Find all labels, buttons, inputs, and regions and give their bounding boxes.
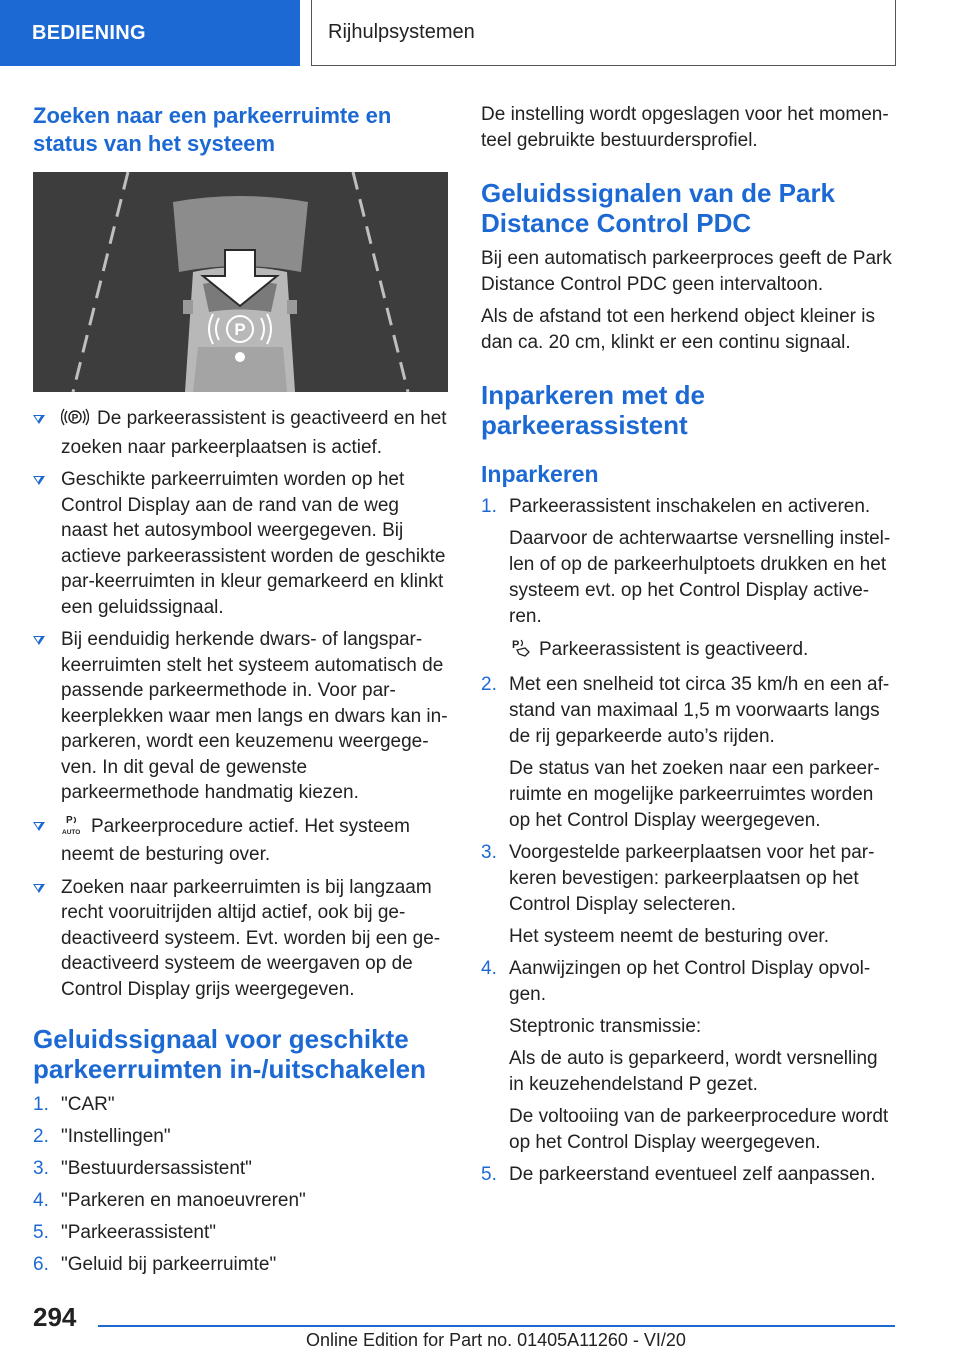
list-item: 3. "Bestuurdersassistent" [33,1158,252,1179]
triangle-bullet-icon [33,884,45,893]
step-detail: De voltooiing van de parkeerprocedure wordt op het Control Display weergegeven. [509,1106,889,1153]
step-detail: Daarvoor de achterwaartse versnelling instel-len of op de parkeerhulptoets drukken en het systeem evt. op het Control Display active-ren. [509,528,891,627]
svg-text:P: P [66,814,73,826]
section-heading-sound: Geluidssignaal voor geschikte parkeerruimten in-/uitschakelen [33,1024,427,1084]
section-heading: Zoeken naar een parkeerruimte en status van het systeem [33,103,392,156]
settings-steps [33,1092,448,1278]
list-item: P De parkeerassistent is geactiveerd en het zoeken naar parkeerplaatsen is actief. [33,406,448,460]
triangle-bullet-icon [33,415,45,424]
paragraph: Als de afstand tot een herkend object kleiner is dan ca. 20 cm, klinkt er een continu signaal. [481,306,875,353]
triangle-bullet-icon [33,822,45,831]
list-item: 4. Aanwijzingen op het Control Display opvol-gen. [481,958,871,1005]
page-number: 294 [33,1302,77,1332]
step-detail: De status van het zoeken naar een parkeer-ruimte en mogelijke parkeerruimtes worden op het Control Display weergegeven. [509,758,880,831]
list-item: 5. "Parkeerassistent" [33,1222,216,1243]
section-heading-pdc: Geluidssignalen van de Park Distance Control PDC [481,178,836,238]
parking-steps [481,494,896,1188]
list-item: P AUTO Parkeerprocedure actief. Het systeem neemt de besturing over. [33,813,448,868]
parking-illustration [33,172,448,392]
parking-scene-image [33,172,448,392]
parking-auto-icon [61,813,83,843]
step-detail: Steptronic transmissie: [509,1016,702,1037]
triangle-bullet-icon [33,476,45,485]
svg-text:P: P [512,639,520,651]
right-column [481,102,896,1188]
step-detail: Het systeem neemt de besturing over. [509,926,829,947]
list-item: 6. "Geluid bij parkeerruimte" [33,1254,277,1275]
list-item: 2. Met een snelheid tot circa 35 km/h en een af-stand van maximaal 1,5 m voorwaarts langs de rij geparkeerde auto’s rijden. [481,674,890,747]
list-item: 2. "Instellingen" [33,1126,171,1147]
list-item: 1. "CAR" [33,1094,115,1115]
list-item: Bij eenduidig herkende dwars- of langspar-keerruimten stelt het systeem automatisch de passende parkeermethode in. Voor par-keerplekken waar men langs en dwars kan in-parkeren, wordt een keuzemenu weergege-ven. In dit geval de gewenste parkeermethode handmatig kiezen. [33,627,448,806]
footer-edition: Online Edition for Part no. 01405A11260 - VI/20 [306,1330,686,1350]
left-column [33,102,448,1278]
list-item: Zoeken naar parkeerruimten is bij langzaam recht vooruitrijden altijd actief, ook bij ge-deactiveerd systeem. Evt. worden bij een ge-deactiveerd systeem de weergaven op de Control Display grijs weergegeven. [33,875,448,1003]
list-item: 4. "Parkeren en manoeuvreren" [33,1190,306,1211]
intro-text: De instelling wordt opgeslagen voor het momen-teel gebruikte bestuurdersprofiel. [481,104,889,151]
list-item: 3. Voorgestelde parkeerplaatsen voor het par-keren bevestigen: parkeerplaatsen op het Control Display selecteren. [481,842,875,915]
page-header [0,0,960,66]
step-detail: Als de auto is geparkeerd, wordt versnelling in keuzehendelstand P gezet. [509,1048,878,1095]
parking-assistant-icon [509,636,531,666]
status-bullet-list [33,406,448,1002]
list-item: 5. De parkeerstand eventueel zelf aanpassen. [481,1164,876,1185]
svg-text:AUTO: AUTO [62,828,81,835]
paragraph: Bij een automatisch parkeerproces geeft de Park Distance Control PDC geen intervaltoon. [481,248,892,295]
svg-text:P: P [71,413,79,424]
triangle-bullet-icon [33,636,45,645]
chapter-title: Rijhulpsystemen [311,0,896,66]
svg-text:P: P [234,320,246,339]
section-heading-park: Inparkeren met de parkeerassistent [481,380,705,440]
subheading: Inparkeren [481,461,599,487]
list-item: Geschikte parkeerruimten worden op het Control Display aan de rand van de weg naast het autosymbool weergegeven. Bij actieve parkeerassistent worden de geschikte par-keerruimten in kleur gemarkeerd en klinkt een geluidssignaal. [33,467,448,620]
parking-sound-icon [61,407,89,435]
section-tab: BEDIENING [0,0,300,66]
list-item: 1. Parkeerassistent inschakelen en activeren. [481,496,871,517]
footer-divider [98,1325,895,1327]
step-detail: P Parkeerassistent is geactiveerd. [481,636,896,666]
